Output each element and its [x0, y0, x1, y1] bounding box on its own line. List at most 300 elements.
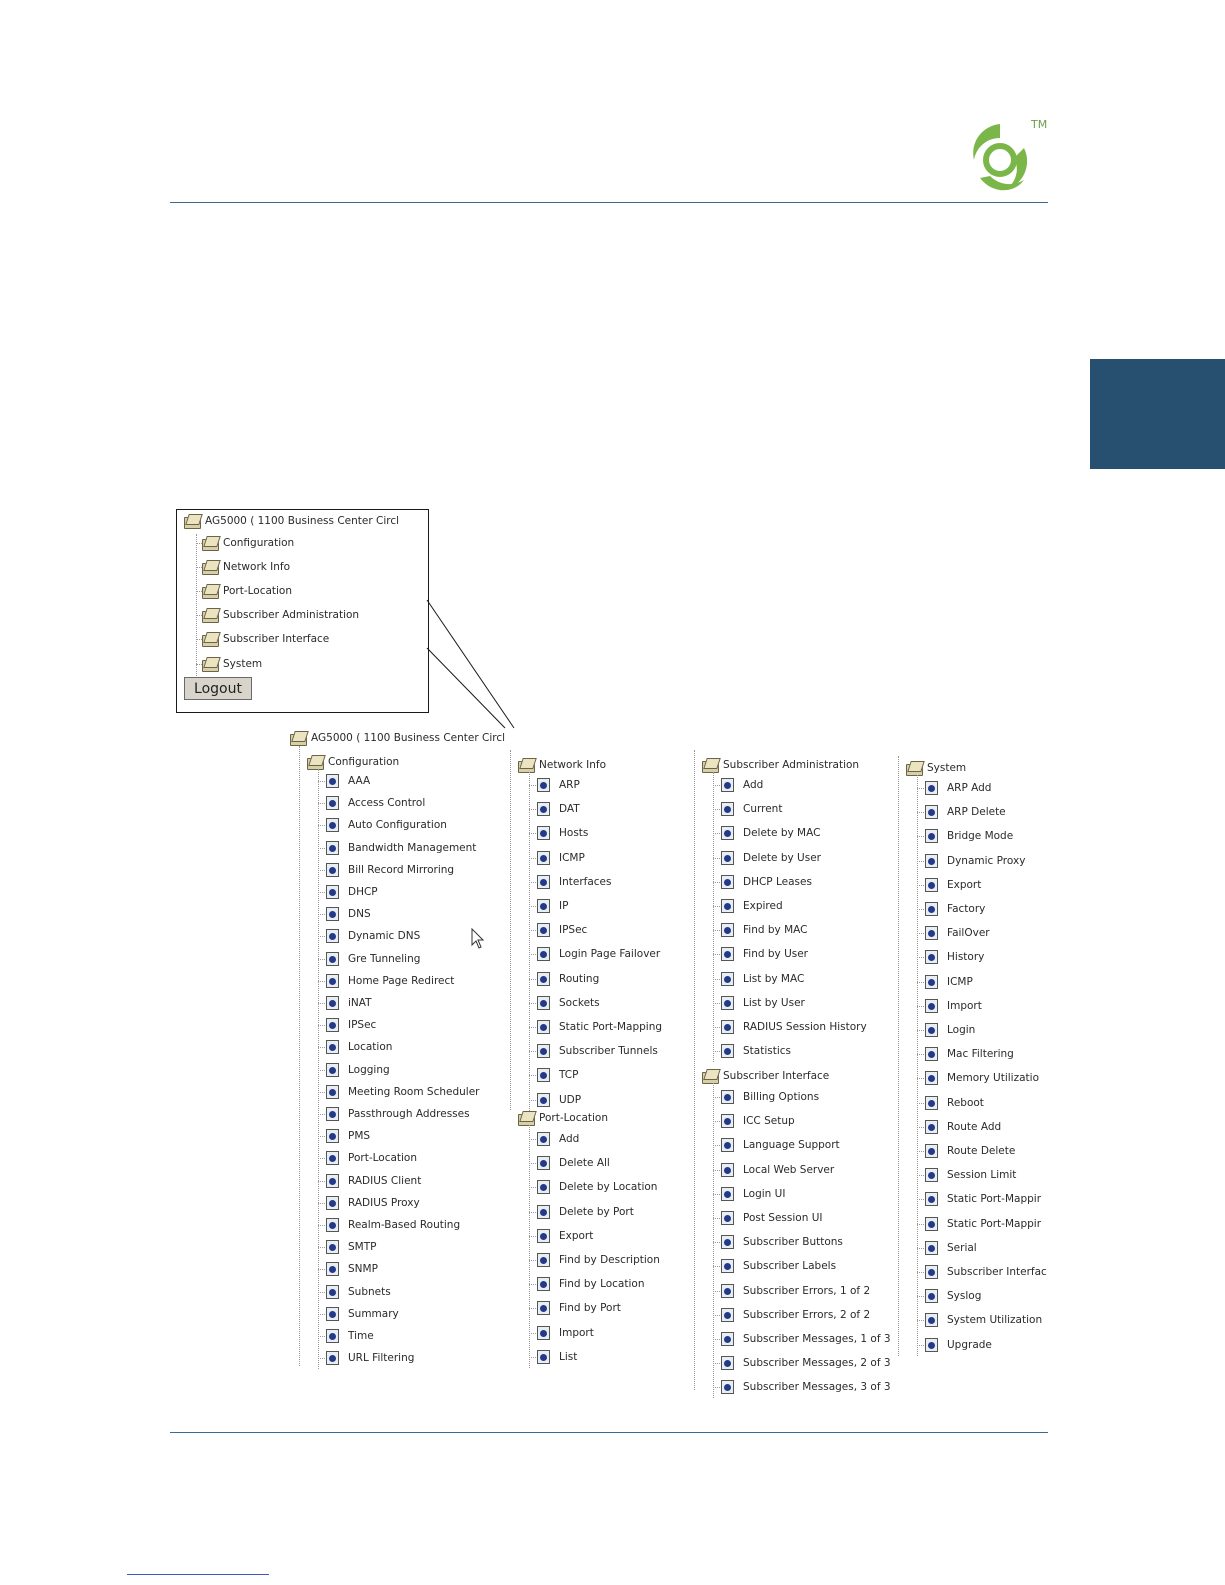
tree-leaf-label: Static Port-Mappir — [947, 1217, 1042, 1230]
tree-leaf-label: ICMP — [559, 851, 585, 864]
tree-leaf-item[interactable] — [537, 947, 660, 961]
document-page-icon — [721, 923, 734, 937]
footer-rule — [170, 1432, 1048, 1433]
tree-leaf-item[interactable] — [326, 818, 447, 832]
tree-leaf-label: Interfaces — [559, 875, 612, 888]
folder-closed-icon — [201, 632, 219, 646]
tree-leaf-item[interactable] — [721, 1044, 791, 1058]
document-page-icon — [721, 1020, 734, 1034]
tree-leaf-label: Expired — [743, 900, 783, 912]
tree-leaf-label: ICC Setup — [743, 1115, 795, 1128]
tree-leaf-item[interactable] — [721, 1138, 840, 1152]
tree-leaf-label: DHCP Leases — [743, 875, 812, 888]
tree-leaf-item[interactable] — [721, 1163, 834, 1177]
tree-leaf-item[interactable] — [721, 899, 783, 913]
document-page-icon — [537, 1093, 550, 1107]
tree-leaf-item[interactable] — [326, 1085, 479, 1099]
tree-leaf-item[interactable] — [925, 999, 982, 1013]
folder-closed-icon — [201, 584, 219, 598]
tree-leaf-label: Post Session UI — [743, 1212, 823, 1224]
tree-leaf-item[interactable] — [326, 1240, 376, 1254]
tree-leaf-item[interactable] — [326, 1129, 370, 1143]
document-page-icon — [537, 1350, 550, 1364]
tree-leaf-item[interactable] — [326, 1285, 391, 1299]
tree-leaf-item[interactable] — [925, 1192, 1041, 1206]
tree-leaf-item[interactable] — [721, 1090, 819, 1104]
tree-leaf-item[interactable] — [925, 1023, 975, 1037]
tree-leaf-label: FailOver — [947, 927, 990, 940]
document-page-icon — [925, 1071, 938, 1085]
inset-item-label: Configuration — [223, 537, 295, 549]
inset-item-label: Port-Location — [223, 585, 293, 597]
document-page-icon — [721, 851, 734, 865]
tree-leaf-label: Subscriber Messages, 3 of 3 — [743, 1381, 891, 1394]
tree-leaf-item[interactable] — [326, 1218, 460, 1232]
inset-item-label: Network Info — [223, 561, 291, 573]
tree-leaf-item[interactable] — [925, 829, 1013, 843]
tree-leaf-label: Find by Port — [559, 1302, 621, 1315]
document-page-icon — [537, 1326, 550, 1340]
tree-folder-port-location[interactable] — [517, 1111, 608, 1125]
tree-leaf-label: Subscriber Buttons — [743, 1236, 843, 1249]
collapsed-tree-panel — [176, 509, 429, 713]
tree-leaf-item[interactable] — [537, 923, 587, 937]
tree-leaf-label: Subscriber Messages, 2 of 3 — [743, 1357, 891, 1370]
tree-folder-subscriber-administration[interactable] — [701, 758, 859, 772]
tree-leaf-label: Upgrade — [947, 1338, 992, 1351]
document-page-icon — [721, 947, 734, 961]
tree-leaf-label: IPSec — [559, 924, 588, 937]
document-page-icon — [537, 1253, 550, 1267]
tree-leaf-label: Subscriber Interfac — [947, 1266, 1047, 1278]
tree-leaf-label: Static Port-Mappir — [947, 1193, 1042, 1206]
folder-open-icon — [183, 514, 201, 528]
tree-leaf-label: List by User — [743, 996, 805, 1009]
document-page-icon — [925, 878, 938, 892]
tree-leaf-label: List — [559, 1350, 578, 1363]
tree-leaf-item[interactable] — [721, 923, 807, 937]
tree-leaf-item[interactable] — [537, 899, 568, 913]
document-page-icon — [721, 1138, 734, 1152]
tree-leaf-label: Login Page Failover — [559, 948, 661, 961]
document-page-icon — [721, 1090, 734, 1104]
tree-leaf-item[interactable] — [326, 885, 378, 899]
tree-leaf-label: Serial — [947, 1241, 977, 1254]
tree-leaf-item[interactable] — [537, 1156, 610, 1170]
inset-item[interactable] — [201, 608, 359, 622]
document-page-icon — [326, 1351, 339, 1365]
document-page-icon — [326, 907, 339, 921]
tree-leaf-label: Routing — [559, 972, 600, 985]
tree-leaf-item[interactable] — [925, 1338, 992, 1352]
tree-folder-subscriber-interface[interactable] — [701, 1069, 829, 1083]
document-page-icon — [925, 1313, 938, 1327]
tree-leaf-label: Mac Filtering — [947, 1048, 1014, 1061]
document-page-icon — [326, 952, 339, 966]
tree-leaf-item[interactable] — [925, 902, 985, 916]
tree-leaf-item[interactable] — [721, 1332, 891, 1346]
document-page-icon — [537, 1205, 550, 1219]
tree-leaf-label: Memory Utilizatio — [947, 1072, 1039, 1085]
tree-leaf-label: Subnets — [348, 1285, 391, 1298]
document-page-icon — [537, 1229, 550, 1243]
tree-leaf-item[interactable] — [326, 929, 420, 943]
tree-leaf-item[interactable] — [537, 1044, 658, 1058]
tree-leaf-item[interactable] — [537, 1132, 579, 1146]
tree-leaf-item[interactable] — [537, 778, 580, 792]
tree-leaf-item[interactable] — [721, 1020, 867, 1034]
tree-folder-label: Network Info — [539, 759, 607, 771]
tree-leaf-label: Hosts — [559, 827, 589, 840]
tree-leaf-label: Passthrough Addresses — [348, 1108, 470, 1120]
tree-leaf-item[interactable] — [326, 1196, 420, 1210]
tree-leaf-item[interactable] — [925, 1096, 984, 1110]
tree-leaf-label: Statistics — [743, 1045, 791, 1058]
tree-leaf-label: TCP — [559, 1069, 579, 1082]
tree-folder-label: System — [927, 762, 967, 774]
tree-leaf-item[interactable] — [721, 802, 782, 816]
tree-leaf-label: IP — [559, 900, 569, 912]
tree-folder-label: Configuration — [328, 756, 400, 768]
document-page-icon — [537, 1044, 550, 1058]
tree-leaf-item[interactable] — [537, 802, 580, 816]
document-page-icon — [326, 1040, 339, 1054]
tree-leaf-item[interactable] — [537, 1180, 657, 1194]
tree-leaf-label: iNAT — [348, 997, 372, 1009]
inset-item[interactable] — [201, 632, 329, 646]
tree-leaf-label: Add — [559, 1133, 580, 1145]
document-page-icon — [925, 1338, 938, 1352]
tree-leaf-item[interactable] — [537, 996, 600, 1010]
tree-leaf-label: Delete by Location — [559, 1181, 658, 1194]
document-page-icon — [925, 1120, 938, 1134]
tree-leaf-label: Session Limit — [947, 1169, 1017, 1182]
tree-leaf-label: Static Port-Mapping — [559, 1021, 663, 1033]
document-page-icon — [326, 774, 339, 788]
tree-leaf-label: Summary — [348, 1307, 399, 1320]
tree-leaf-item[interactable] — [721, 1114, 795, 1128]
tree-leaf-item[interactable] — [537, 1326, 594, 1340]
tree-leaf-item[interactable] — [721, 972, 804, 986]
document-page-icon — [925, 975, 938, 989]
tree-leaf-label: Logging — [348, 1063, 390, 1076]
folder-open-icon — [306, 755, 324, 769]
tree-leaf-label: Delete by Port — [559, 1205, 634, 1218]
tree-leaf-label: Language Support — [743, 1139, 840, 1152]
tree-leaf-item[interactable] — [925, 1144, 1015, 1158]
tree-leaf-label: DHCP — [348, 886, 378, 898]
tree-leaf-item[interactable] — [925, 1217, 1041, 1231]
folder-open-icon — [517, 1111, 535, 1125]
document-page-icon — [721, 1163, 734, 1177]
inset-item[interactable] — [201, 560, 290, 574]
tree-leaf-item[interactable] — [326, 996, 372, 1010]
document-page-icon — [925, 1265, 938, 1279]
document-page-icon — [326, 1196, 339, 1210]
document-page-icon — [925, 926, 938, 940]
folder-closed-icon — [201, 608, 219, 622]
logout-button[interactable]: Logout — [184, 677, 252, 700]
tree-leaf-item[interactable] — [925, 950, 984, 964]
tree-leaf-label: SMTP — [348, 1241, 377, 1254]
document-page-icon — [721, 1114, 734, 1128]
tree-leaf-item[interactable] — [925, 1241, 977, 1255]
tree-leaf-item[interactable] — [925, 805, 1006, 819]
tree-leaf-item[interactable] — [925, 854, 1025, 868]
tree-leaf-label: Sockets — [559, 996, 600, 1009]
tree-leaf-item[interactable] — [721, 1380, 891, 1394]
expanded-tree-root[interactable] — [289, 731, 505, 745]
tree-leaf-item[interactable] — [326, 952, 420, 966]
tree-leaf-label: Delete by MAC — [743, 827, 821, 840]
document-page-icon — [925, 1168, 938, 1182]
tree-leaf-item[interactable] — [925, 1313, 1042, 1327]
tree-leaf-item[interactable] — [326, 1107, 470, 1121]
document-page-icon — [326, 1085, 339, 1099]
document-page-icon — [537, 875, 550, 889]
tree-leaf-label: RADIUS Client — [348, 1174, 422, 1187]
tree-leaf-item[interactable] — [537, 1093, 581, 1107]
tree-leaf-label: Login — [947, 1024, 976, 1036]
tree-leaf-label: Syslog — [947, 1290, 982, 1303]
tree-leaf-item[interactable] — [326, 774, 370, 788]
tree-leaf-item[interactable] — [721, 875, 812, 889]
document-page-icon — [326, 1285, 339, 1299]
inset-item[interactable] — [201, 536, 294, 550]
document-page-icon — [925, 781, 938, 795]
tree-leaf-label: Time — [348, 1330, 374, 1342]
document-page-icon — [326, 929, 339, 943]
document-page-icon — [925, 1217, 938, 1231]
trademark-mark: TM — [1031, 118, 1048, 131]
tree-leaf-item[interactable] — [721, 1284, 870, 1298]
document-page-icon — [721, 1356, 734, 1370]
document-page-icon — [721, 1380, 734, 1394]
tree-leaf-label: Find by User — [743, 948, 808, 961]
tree-leaf-item[interactable] — [537, 1350, 577, 1364]
tree-leaf-item[interactable] — [326, 1174, 421, 1188]
tree-leaf-item[interactable] — [925, 975, 973, 989]
tree-leaf-item[interactable] — [326, 796, 425, 810]
document-page-icon — [326, 996, 339, 1010]
tree-leaf-item[interactable] — [925, 1047, 1014, 1061]
document-page-icon — [537, 802, 550, 816]
tree-leaf-item[interactable] — [326, 974, 454, 988]
tree-folder-system[interactable] — [905, 761, 966, 775]
tree-leaf-item[interactable] — [721, 1187, 785, 1201]
tree-leaf-label: Port-Location — [348, 1152, 418, 1165]
document-page-icon — [326, 1151, 339, 1165]
tree-leaf-item[interactable] — [326, 1351, 414, 1365]
tree-leaf-item[interactable] — [721, 778, 763, 792]
document-page-icon — [721, 899, 734, 913]
document-page-icon — [326, 1262, 339, 1276]
tree-leaf-label: Subscriber Messages, 1 of 3 — [743, 1333, 891, 1345]
folder-open-icon — [701, 758, 719, 772]
document-page-icon — [537, 1132, 550, 1146]
tree-leaf-label: Find by Location — [559, 1278, 645, 1291]
tree-leaf-item[interactable] — [925, 1265, 1047, 1279]
document-page-icon — [326, 1018, 339, 1032]
folder-closed-icon — [201, 536, 219, 550]
document-page-icon — [925, 1023, 938, 1037]
document-page-icon — [721, 1235, 734, 1249]
tree-leaf-label: Bridge Mode — [947, 830, 1014, 843]
tree-leaf-item[interactable] — [537, 1205, 634, 1219]
tree-leaf-label: DAT — [559, 803, 580, 816]
tree-leaf-item[interactable] — [537, 1253, 660, 1267]
tree-leaf-label: Auto Configuration — [348, 819, 447, 832]
tree-leaf-item[interactable] — [721, 851, 821, 865]
tree-leaf-item[interactable] — [721, 826, 820, 840]
tree-leaf-item[interactable] — [326, 1307, 399, 1321]
document-page-icon — [721, 1044, 734, 1058]
document-page-icon — [925, 950, 938, 964]
tree-leaf-label: DNS — [348, 908, 371, 921]
tree-leaf-item[interactable] — [925, 1071, 1039, 1085]
document-page-icon — [326, 885, 339, 899]
tree-leaf-item[interactable] — [326, 1063, 390, 1077]
tree-leaf-label: ARP Add — [947, 782, 992, 794]
tree-leaf-label: Factory — [947, 903, 986, 915]
tree-leaf-item[interactable] — [925, 878, 981, 892]
document-page-icon — [326, 1307, 339, 1321]
tree-leaf-item[interactable] — [326, 1040, 392, 1054]
tree-leaf-item[interactable] — [537, 972, 599, 986]
document-page-icon — [326, 841, 339, 855]
document-page-icon — [326, 1174, 339, 1188]
folder-closed-icon — [201, 657, 219, 671]
document-page-icon — [721, 996, 734, 1010]
document-page-icon — [326, 1218, 339, 1232]
tree-leaf-label: Home Page Redirect — [348, 974, 455, 987]
side-chapter-tab — [1090, 359, 1225, 469]
tree-leaf-label: Login UI — [743, 1187, 786, 1200]
document-page-icon — [537, 778, 550, 792]
tree-leaf-item[interactable] — [721, 1211, 823, 1225]
tree-leaf-label: History — [947, 951, 985, 964]
tree-leaf-label: Import — [947, 999, 982, 1012]
document-page-icon — [925, 1047, 938, 1061]
tree-root-label: AG5000 ( 1100 Business Center Circl — [205, 515, 400, 527]
tree-leaf-label: Export — [947, 878, 982, 891]
tree-leaf-label: Route Delete — [947, 1145, 1016, 1157]
document-page-icon — [925, 829, 938, 843]
document-page-icon — [925, 1096, 938, 1110]
tree-leaf-item[interactable] — [721, 947, 808, 961]
tree-leaf-label: Subscriber Tunnels — [559, 1045, 658, 1058]
tree-leaf-item[interactable] — [326, 1262, 378, 1276]
document-page-icon — [721, 778, 734, 792]
document-page-icon — [925, 999, 938, 1013]
tree-leaf-item[interactable] — [326, 907, 371, 921]
document-page-icon — [925, 1192, 938, 1206]
tree-leaf-label: Local Web Server — [743, 1163, 835, 1176]
tree-leaf-item[interactable] — [721, 996, 805, 1010]
tree-leaf-item[interactable] — [537, 1020, 662, 1034]
tree-leaf-item[interactable] — [925, 1120, 1001, 1134]
tree-leaf-item[interactable] — [537, 875, 611, 889]
tree-leaf-item[interactable] — [537, 1068, 578, 1082]
tree-folder-configuration[interactable] — [306, 755, 399, 769]
tree-leaf-item[interactable] — [537, 826, 588, 840]
tree-leaf-item[interactable] — [326, 841, 476, 855]
folder-open-icon — [905, 761, 923, 775]
tree-leaf-item[interactable] — [925, 781, 991, 795]
tree-leaf-item[interactable] — [721, 1235, 843, 1249]
document-page-icon — [721, 1284, 734, 1298]
tree-folder-label: Port-Location — [539, 1112, 609, 1124]
tree-leaf-item[interactable] — [537, 1229, 593, 1243]
tree-leaf-item[interactable] — [326, 863, 454, 877]
tree-leaf-label: System Utilization — [947, 1314, 1043, 1327]
tree-leaf-item[interactable] — [537, 851, 585, 865]
mouse-pointer-icon — [471, 928, 485, 950]
document-page-icon — [925, 1289, 938, 1303]
tree-leaf-item[interactable] — [326, 1151, 417, 1165]
tree-leaf-item[interactable] — [721, 1308, 870, 1322]
header-rule — [170, 202, 1048, 203]
document-page-icon — [925, 805, 938, 819]
inset-item[interactable] — [201, 657, 262, 671]
tree-leaf-item[interactable] — [537, 1277, 644, 1291]
tree-folder-network-info[interactable] — [517, 758, 606, 772]
document-page-icon — [537, 1068, 550, 1082]
tree-leaf-label: Meeting Room Scheduler — [348, 1085, 480, 1098]
tree-leaf-label: ICMP — [947, 975, 973, 988]
tree-leaf-item[interactable] — [326, 1018, 376, 1032]
tree-leaf-label: AAA — [348, 775, 371, 787]
tree-leaf-item[interactable] — [925, 926, 990, 940]
tree-leaf-item[interactable] — [537, 1301, 621, 1315]
tree-folder-label: Subscriber Administration — [723, 759, 860, 771]
document-page-icon — [326, 863, 339, 877]
tree-leaf-label: Bill Record Mirroring — [348, 863, 455, 876]
folder-open-icon — [289, 731, 307, 745]
expanded-tree-root-label: AG5000 ( 1100 Business Center Circl — [311, 732, 506, 744]
document-page-icon — [721, 875, 734, 889]
tree-leaf-label: RADIUS Proxy — [348, 1196, 420, 1209]
document-page-icon — [537, 996, 550, 1010]
tree-leaf-label: Dynamic Proxy — [947, 854, 1026, 867]
tree-leaf-label: Add — [743, 779, 764, 791]
tree-leaf-label: Export — [559, 1229, 594, 1242]
tree-leaf-item[interactable] — [721, 1259, 836, 1273]
tree-folder-label: Subscriber Interface — [723, 1070, 830, 1082]
tree-leaf-item[interactable] — [925, 1168, 1016, 1182]
tree-leaf-label: Billing Options — [743, 1091, 820, 1103]
tree-leaf-label: ARP Delete — [947, 806, 1006, 819]
tree-leaf-label: Location — [348, 1041, 393, 1054]
document-page-icon — [925, 854, 938, 868]
tree-leaf-label: Find by Description — [559, 1254, 660, 1266]
document-page-icon — [925, 902, 938, 916]
document-page-icon — [326, 1063, 339, 1077]
tree-leaf-label: Reboot — [947, 1096, 984, 1109]
inset-item[interactable] — [201, 584, 292, 598]
tree-leaf-item[interactable] — [925, 1289, 981, 1303]
document-page-icon — [537, 1156, 550, 1170]
tree-root[interactable] — [183, 514, 399, 528]
document-page-icon — [537, 1180, 550, 1194]
document-page-icon — [537, 851, 550, 865]
tree-leaf-item[interactable] — [721, 1356, 891, 1370]
document-page-icon — [537, 826, 550, 840]
tree-leaf-label: UDP — [559, 1093, 582, 1106]
tree-leaf-item[interactable] — [326, 1329, 374, 1343]
tree-leaf-label: Route Add — [947, 1120, 1002, 1133]
tree-leaf-label: SNMP — [348, 1263, 378, 1276]
